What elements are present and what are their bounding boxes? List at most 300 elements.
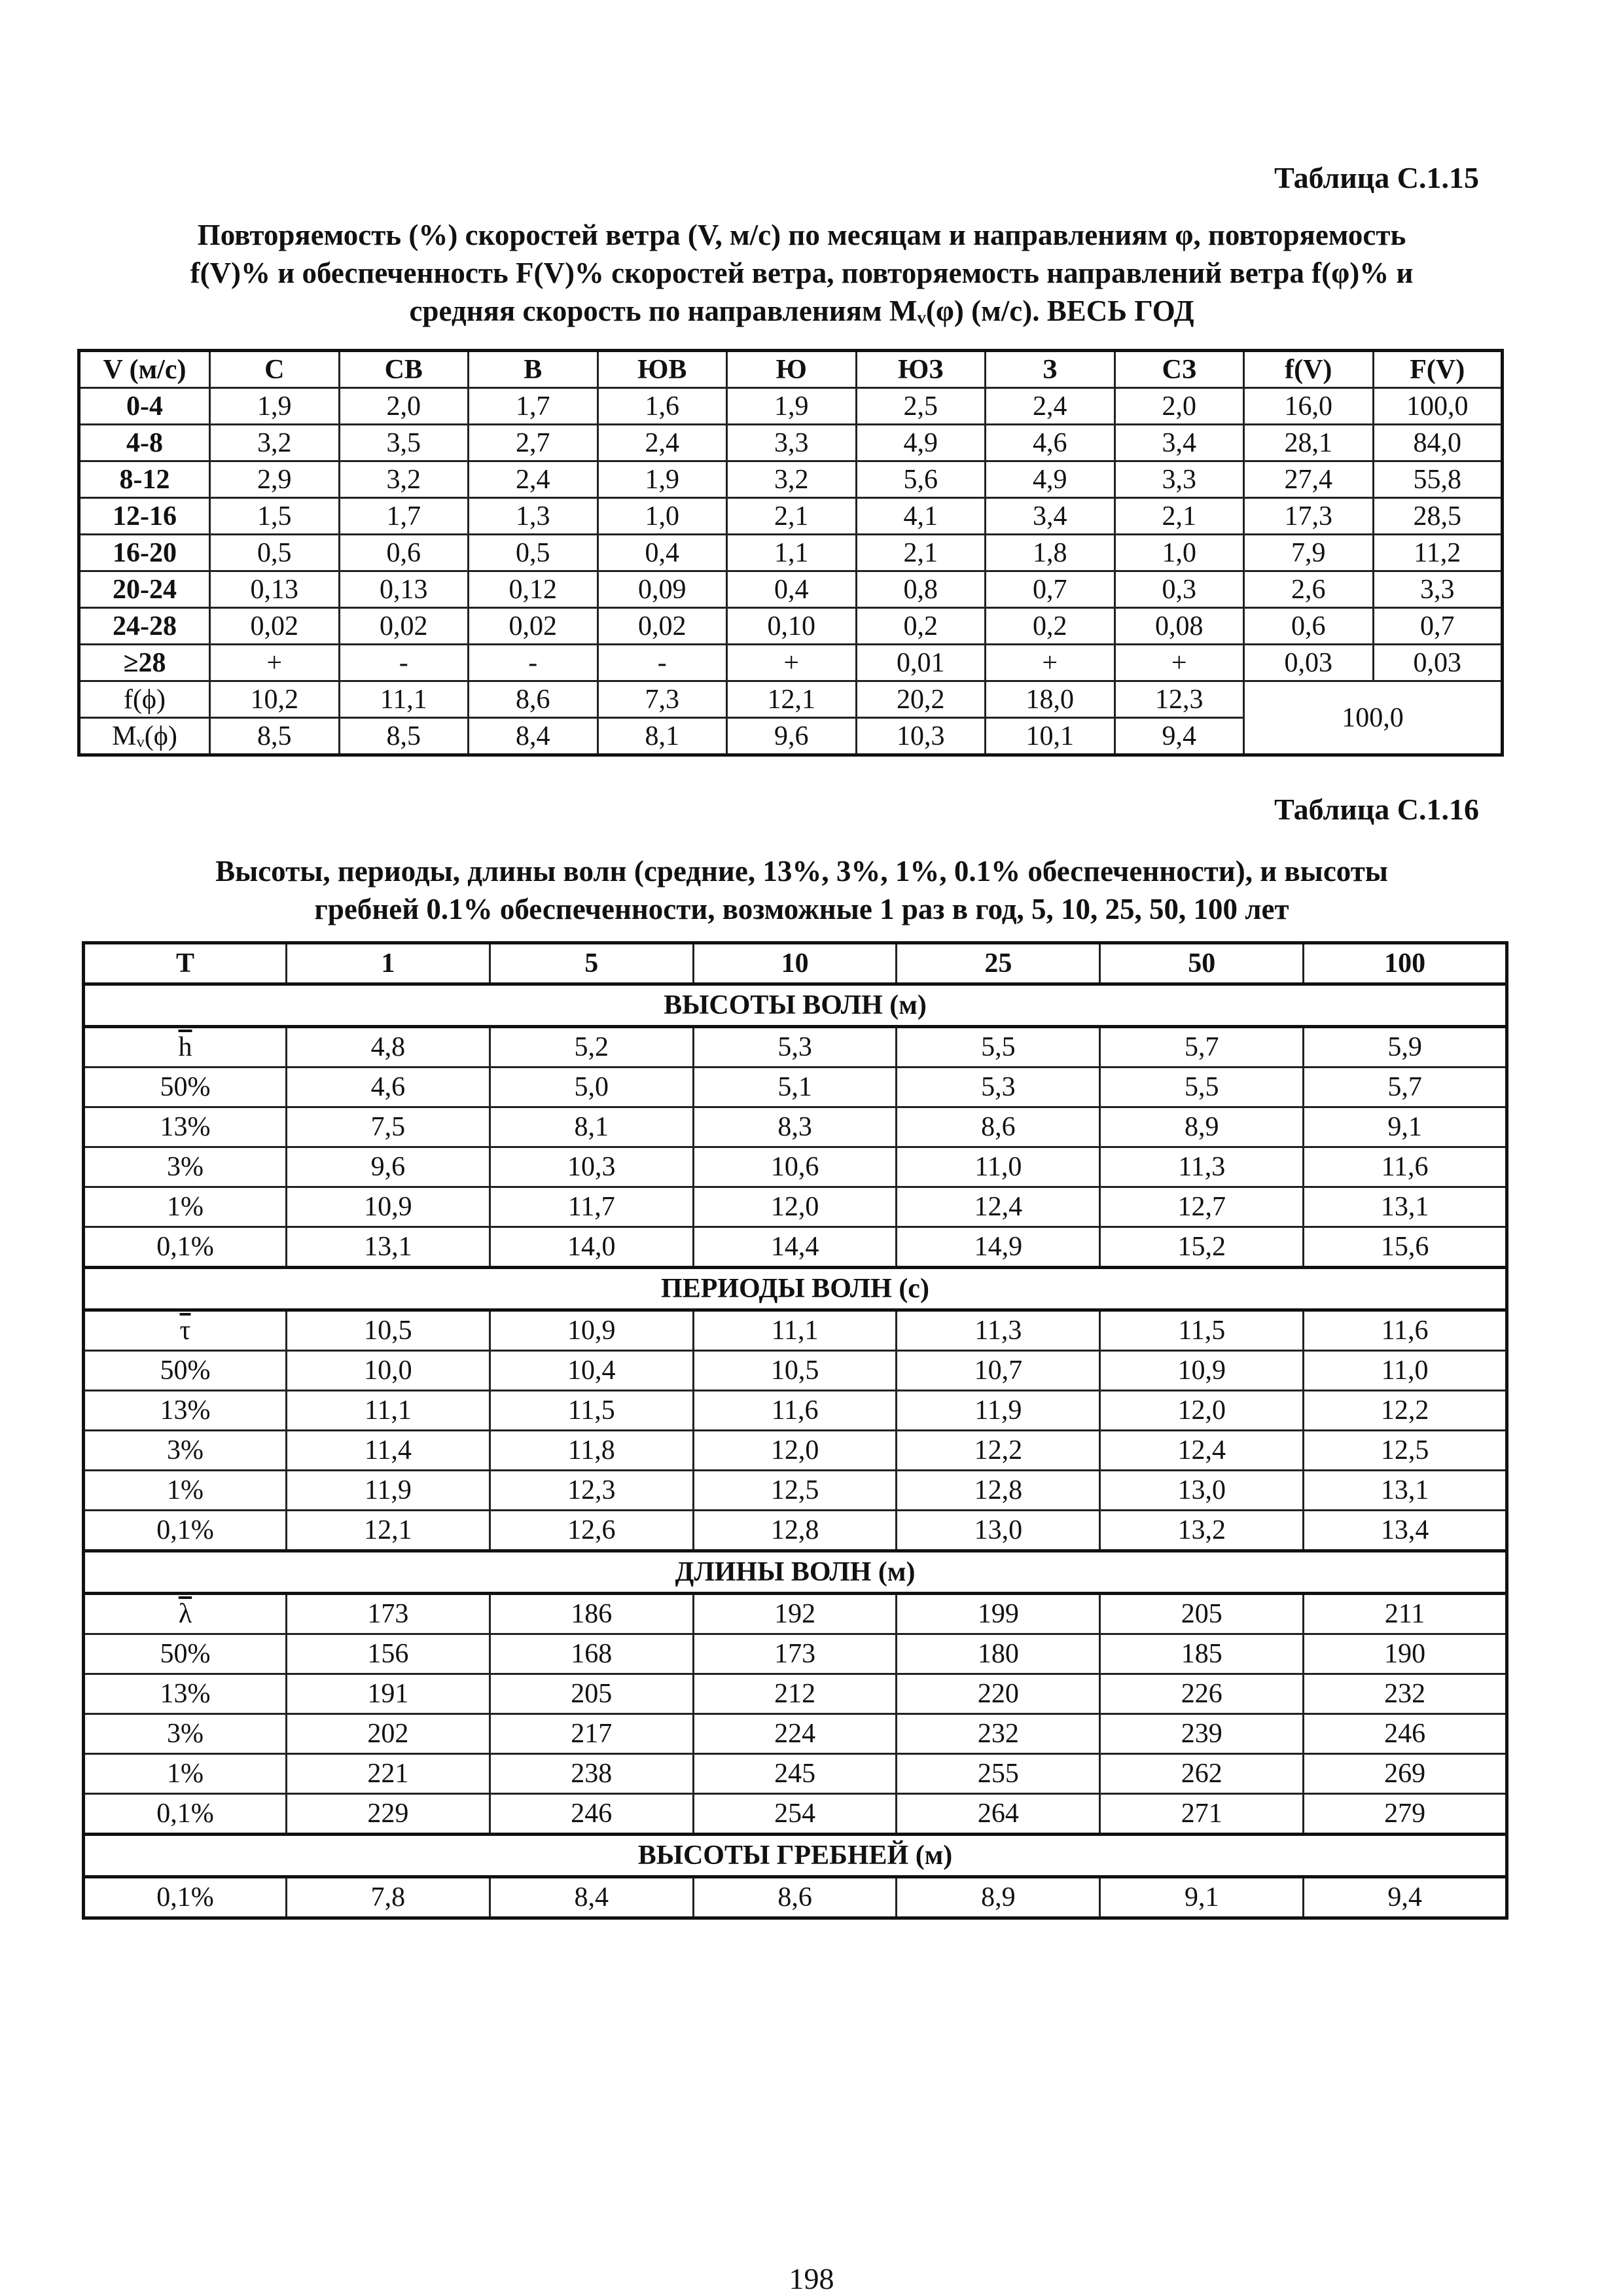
table-cell: 0,01: [856, 645, 986, 681]
table-row: [84, 1471, 1507, 1511]
table-cell: 13,4: [1304, 1511, 1507, 1551]
table-cell: 8,1: [597, 718, 727, 755]
table-cell: 11,9: [287, 1471, 490, 1511]
table-row: [84, 1754, 1507, 1794]
table-cell: 0,8: [856, 571, 986, 608]
table-cell: 10,6: [693, 1147, 897, 1187]
table-cell: 217: [490, 1714, 693, 1754]
table-cell: 11,3: [897, 1310, 1100, 1351]
table-row: [84, 1391, 1507, 1431]
table-cell: 14,0: [490, 1227, 693, 1268]
table-cell: 186: [490, 1594, 693, 1634]
column-header: ЮЗ: [856, 351, 986, 388]
table-cell: 0,02: [339, 608, 469, 645]
table-row: [84, 1634, 1507, 1674]
row-label: $\overline{\tau}$: [84, 1310, 287, 1351]
table-cell: 5,3: [693, 1027, 897, 1067]
table-cell: 0,10: [727, 608, 857, 645]
table-cell: 11,3: [1100, 1147, 1304, 1187]
table-cell: 192: [693, 1594, 897, 1634]
table-cell: 12,6: [490, 1511, 693, 1551]
table-cell: 11,7: [490, 1187, 693, 1227]
table-row: [84, 1187, 1507, 1227]
table-cell: 12,0: [693, 1431, 897, 1471]
row-label: 24-28: [79, 608, 210, 645]
table1-title-line: средняя скорость по направлениям Mᵥ(φ) (м/с). ВЕСЬ ГОД: [409, 295, 1194, 327]
table-cell: 0,7: [1373, 608, 1503, 645]
table-cell: 15,6: [1304, 1227, 1507, 1268]
table-cell: 12,0: [693, 1187, 897, 1227]
row-label: 50%: [84, 1067, 287, 1107]
table-cell: 0,03: [1244, 645, 1374, 681]
table-cell: +: [986, 645, 1115, 681]
table-caption-c116: Таблица С.1.16: [1274, 793, 1479, 826]
section-title: ПЕРИОДЫ ВОЛН (с): [84, 1268, 1507, 1310]
table-cell: 11,0: [1304, 1351, 1507, 1391]
row-label: 13%: [84, 1674, 287, 1714]
table1-title-line: f(V)% и обеспеченность F(V)% скоростей ветра, повторяемость направлений ветра f(φ)% и: [190, 257, 1414, 289]
table-row: [84, 1147, 1507, 1187]
row-label: 0,1%: [84, 1227, 287, 1268]
table-cell: 13,0: [1100, 1471, 1304, 1511]
table-cell: 7,9: [1244, 535, 1374, 571]
section-header-row: [84, 1551, 1507, 1594]
row-label: 1%: [84, 1754, 287, 1794]
table-cell: 10,3: [490, 1147, 693, 1187]
column-header: З: [986, 351, 1115, 388]
table-cell: 0,5: [210, 535, 340, 571]
table-cell: 1,0: [1115, 535, 1244, 571]
table-cell: 173: [287, 1594, 490, 1634]
table-cell: 13,1: [1304, 1187, 1507, 1227]
table-cell: 0,02: [597, 608, 727, 645]
table-cell: 12,8: [897, 1471, 1100, 1511]
table-header-row: [84, 943, 1507, 984]
table-cell: 2,6: [1244, 571, 1374, 608]
table-cell: 279: [1304, 1794, 1507, 1835]
column-header: 50: [1100, 943, 1304, 984]
table-cell: 1,3: [469, 498, 598, 535]
table-cell: 2,1: [856, 535, 986, 571]
table-row: [79, 461, 1503, 498]
table-cell: 2,1: [727, 498, 857, 535]
table-cell: 9,6: [727, 718, 857, 755]
table-cell: 1,9: [210, 388, 340, 425]
table-row: [79, 571, 1503, 608]
table-cell: 13,2: [1100, 1511, 1304, 1551]
table1-title-line: Повторяемость (%) скоростей ветра (V, м/с) по месяцам и направлениям φ, повторяемость: [197, 219, 1406, 251]
table-cell: 28,5: [1373, 498, 1503, 535]
table2-title-line: Высоты, периоды, длины волн (средние, 13%, 3%, 1%, 0.1% обеспеченности), и высоты: [215, 855, 1388, 888]
table-cell: 18,0: [986, 681, 1115, 718]
table-cell: 0,03: [1373, 645, 1503, 681]
table-cell: 1,6: [597, 388, 727, 425]
table-cell: 27,4: [1244, 461, 1374, 498]
table-cell: -: [597, 645, 727, 681]
table-cell: 11,2: [1373, 535, 1503, 571]
table-cell: 16,0: [1244, 388, 1374, 425]
table-cell: +: [727, 645, 857, 681]
table-cell: 8,6: [897, 1107, 1100, 1147]
table-cell: 180: [897, 1634, 1100, 1674]
table-cell: 8,6: [469, 681, 598, 718]
table-cell: 7,8: [287, 1877, 490, 1918]
table-row: [79, 498, 1503, 535]
table-cell: 221: [287, 1754, 490, 1794]
table-cell: 5,2: [490, 1027, 693, 1067]
table-cell: 173: [693, 1634, 897, 1674]
table-cell: 0,12: [469, 571, 598, 608]
table-cell: 168: [490, 1634, 693, 1674]
table-cell: 4,8: [287, 1027, 490, 1067]
table-cell: 0,08: [1115, 608, 1244, 645]
table-cell: 5,5: [897, 1027, 1100, 1067]
row-label: Mᵥ(ϕ): [79, 718, 210, 755]
wind-frequency-table: [77, 349, 1504, 757]
table1-title: [98, 216, 1505, 330]
table-cell: 3,2: [727, 461, 857, 498]
table-cell: 0,6: [339, 535, 469, 571]
table-cell: 4,6: [287, 1067, 490, 1107]
table-cell: 9,6: [287, 1147, 490, 1187]
column-header: 10: [693, 943, 897, 984]
table-cell: 232: [897, 1714, 1100, 1754]
column-header: С: [210, 351, 340, 388]
table-cell: 10,9: [287, 1187, 490, 1227]
table-cell: 8,9: [897, 1877, 1100, 1918]
table-cell: 12,1: [287, 1511, 490, 1551]
column-header: СВ: [339, 351, 469, 388]
table-cell: 12,1: [727, 681, 857, 718]
table-cell: 2,9: [210, 461, 340, 498]
table-cell: 2,0: [339, 388, 469, 425]
table-cell: 14,9: [897, 1227, 1100, 1268]
table-cell: 55,8: [1373, 461, 1503, 498]
table-caption-c115: Таблица С.1.15: [1274, 161, 1479, 194]
table-row: [84, 1310, 1507, 1351]
table-row: [84, 1714, 1507, 1754]
row-label: 1%: [84, 1187, 287, 1227]
table-cell: 232: [1304, 1674, 1507, 1714]
table-row: [79, 645, 1503, 681]
table-cell: 2,4: [986, 388, 1115, 425]
table-cell: 14,4: [693, 1227, 897, 1268]
table-cell: 202: [287, 1714, 490, 1754]
table-cell: 212: [693, 1674, 897, 1714]
table-cell: 100,0: [1373, 388, 1503, 425]
row-label: 16-20: [79, 535, 210, 571]
row-label: 13%: [84, 1107, 287, 1147]
table-cell: 0,3: [1115, 571, 1244, 608]
table-cell: 12,7: [1100, 1187, 1304, 1227]
table-cell: 2,7: [469, 425, 598, 461]
table-cell: 4,9: [856, 425, 986, 461]
table-cell: 11,4: [287, 1431, 490, 1471]
section-title: ДЛИНЫ ВОЛН (м): [84, 1551, 1507, 1594]
row-label: $\overline{\lambda}$: [84, 1594, 287, 1634]
row-label: ≥28: [79, 645, 210, 681]
column-header: ЮВ: [597, 351, 727, 388]
table-cell: 10,3: [856, 718, 986, 755]
row-label: 13%: [84, 1391, 287, 1431]
table-cell: 229: [287, 1794, 490, 1835]
page-number: 198: [789, 2262, 834, 2295]
table-cell: +: [210, 645, 340, 681]
table-cell: 269: [1304, 1754, 1507, 1794]
table-cell: 13,0: [897, 1511, 1100, 1551]
section-title: ВЫСОТЫ ГРЕБНЕЙ (м): [84, 1835, 1507, 1877]
table-cell: 11,6: [1304, 1310, 1507, 1351]
table-cell: 245: [693, 1754, 897, 1794]
table-cell: 246: [1304, 1714, 1507, 1754]
table-cell: 9,4: [1115, 718, 1244, 755]
table-cell: 190: [1304, 1634, 1507, 1674]
table-cell: 1,0: [597, 498, 727, 535]
table-cell: 264: [897, 1794, 1100, 1835]
table-cell: 205: [1100, 1594, 1304, 1634]
table-cell: 13,1: [1304, 1471, 1507, 1511]
table-cell: 13,1: [287, 1227, 490, 1268]
row-label: 3%: [84, 1714, 287, 1754]
table-cell: 12,0: [1100, 1391, 1304, 1431]
table-cell: 9,1: [1100, 1877, 1304, 1918]
table-cell: 2,4: [597, 425, 727, 461]
table-cell: 10,1: [986, 718, 1115, 755]
table-row: [79, 388, 1503, 425]
table-cell: 254: [693, 1794, 897, 1835]
row-label: 50%: [84, 1634, 287, 1674]
table-cell: 5,9: [1304, 1027, 1507, 1067]
table-cell: 5,3: [897, 1067, 1100, 1107]
table-cell: 28,1: [1244, 425, 1374, 461]
table-cell: 8,4: [490, 1877, 693, 1918]
column-header: В: [469, 351, 598, 388]
table-cell: 220: [897, 1674, 1100, 1714]
row-label: 4-8: [79, 425, 210, 461]
table-cell: 17,3: [1244, 498, 1374, 535]
row-label: 0,1%: [84, 1877, 287, 1918]
table-cell: 3,2: [339, 461, 469, 498]
table-cell: 12,5: [1304, 1431, 1507, 1471]
table-cell: 10,5: [287, 1310, 490, 1351]
table-row: [84, 1431, 1507, 1471]
table-cell: 1,9: [597, 461, 727, 498]
table-cell: 8,9: [1100, 1107, 1304, 1147]
table-cell: +: [1115, 645, 1244, 681]
table-cell: 0,7: [986, 571, 1115, 608]
table-cell: 11,0: [897, 1147, 1100, 1187]
table-cell: 20,2: [856, 681, 986, 718]
table-cell: 5,7: [1100, 1027, 1304, 1067]
table-cell: 8,5: [339, 718, 469, 755]
table-row: [84, 1594, 1507, 1634]
table-cell: 3,3: [1373, 571, 1503, 608]
table-cell: 8,6: [693, 1877, 897, 1918]
table-cell: 10,4: [490, 1351, 693, 1391]
table-cell: 9,1: [1304, 1107, 1507, 1147]
table-cell: 1,7: [469, 388, 598, 425]
table-cell: 12,4: [897, 1187, 1100, 1227]
section-header-row: [84, 1268, 1507, 1310]
table-cell: 11,6: [1304, 1147, 1507, 1187]
row-label: 50%: [84, 1351, 287, 1391]
table-cell: 11,1: [339, 681, 469, 718]
table-cell: 0,4: [597, 535, 727, 571]
table-cell: 0,09: [597, 571, 727, 608]
row-label: 0,1%: [84, 1511, 287, 1551]
table-cell: 11,5: [490, 1391, 693, 1431]
table-cell: -: [339, 645, 469, 681]
column-header: 25: [897, 943, 1100, 984]
column-header: 100: [1304, 943, 1507, 984]
table-cell: 10,0: [287, 1351, 490, 1391]
table-row: [79, 535, 1503, 571]
table-cell: 5,7: [1304, 1067, 1507, 1107]
table-cell: 199: [897, 1594, 1100, 1634]
table-cell: 3,4: [986, 498, 1115, 535]
table2-title-line: гребней 0.1% обеспеченности, возможные 1 раз в год, 5, 10, 25, 50, 100 лет: [314, 893, 1289, 925]
table-cell: 10,9: [1100, 1351, 1304, 1391]
row-label: 3%: [84, 1147, 287, 1187]
table-cell: 156: [287, 1634, 490, 1674]
table-cell: 8,4: [469, 718, 598, 755]
table-cell: 185: [1100, 1634, 1304, 1674]
table-cell: 0,5: [469, 535, 598, 571]
table-cell: 2,0: [1115, 388, 1244, 425]
table-cell: 3,3: [727, 425, 857, 461]
total-cell: 100,0: [1244, 681, 1503, 755]
table-cell: 211: [1304, 1594, 1507, 1634]
table-cell: 1,9: [727, 388, 857, 425]
table-cell: 8,5: [210, 718, 340, 755]
table-cell: 11,1: [693, 1310, 897, 1351]
row-label: f(ϕ): [79, 681, 210, 718]
table-row: [84, 1027, 1507, 1067]
table-cell: -: [469, 645, 598, 681]
table-cell: 12,2: [897, 1431, 1100, 1471]
table-cell: 226: [1100, 1674, 1304, 1714]
row-label: $\overline{h}$: [84, 1027, 287, 1067]
table-cell: 2,5: [856, 388, 986, 425]
table-cell: 0,02: [210, 608, 340, 645]
table-cell: 5,5: [1100, 1067, 1304, 1107]
row-label: 3%: [84, 1431, 287, 1471]
table-cell: 8,3: [693, 1107, 897, 1147]
table-cell: 239: [1100, 1714, 1304, 1754]
table-cell: 8,1: [490, 1107, 693, 1147]
table-row: [84, 1794, 1507, 1835]
table-cell: 12,3: [490, 1471, 693, 1511]
table-cell: 2,1: [1115, 498, 1244, 535]
table-header-row: [79, 351, 1503, 388]
table-cell: 3,5: [339, 425, 469, 461]
table-cell: 4,6: [986, 425, 1115, 461]
row-label: 1%: [84, 1471, 287, 1511]
section-header-row: [84, 1835, 1507, 1877]
table-cell: 1,7: [339, 498, 469, 535]
table-cell: 10,9: [490, 1310, 693, 1351]
table-cell: 3,2: [210, 425, 340, 461]
table-cell: 10,5: [693, 1351, 897, 1391]
table-cell: 2,4: [469, 461, 598, 498]
table-cell: 12,5: [693, 1471, 897, 1511]
table-row: [84, 1674, 1507, 1714]
table-cell: 11,5: [1100, 1310, 1304, 1351]
table-cell: 12,3: [1115, 681, 1244, 718]
table-cell: 255: [897, 1754, 1100, 1794]
row-label: 12-16: [79, 498, 210, 535]
table-cell: 0,2: [986, 608, 1115, 645]
table-cell: 15,2: [1100, 1227, 1304, 1268]
table-row: [84, 1351, 1507, 1391]
column-header: F(V): [1373, 351, 1503, 388]
table-row: [84, 1107, 1507, 1147]
table-cell: 3,4: [1115, 425, 1244, 461]
table-cell: 262: [1100, 1754, 1304, 1794]
table-cell: 0,2: [856, 608, 986, 645]
table-cell: 12,4: [1100, 1431, 1304, 1471]
table-cell: 11,9: [897, 1391, 1100, 1431]
table-cell: 11,1: [287, 1391, 490, 1431]
table-cell: 7,5: [287, 1107, 490, 1147]
row-label: 20-24: [79, 571, 210, 608]
table-cell: 238: [490, 1754, 693, 1794]
table-cell: 0,02: [469, 608, 598, 645]
table-cell: 246: [490, 1794, 693, 1835]
table-cell: 1,1: [727, 535, 857, 571]
table-cell: 9,4: [1304, 1877, 1507, 1918]
table-cell: 5,6: [856, 461, 986, 498]
table-cell: 224: [693, 1714, 897, 1754]
table-cell: 0,13: [339, 571, 469, 608]
table-cell: 0,13: [210, 571, 340, 608]
table-cell: 4,1: [856, 498, 986, 535]
row-label: 8-12: [79, 461, 210, 498]
table-row: [79, 425, 1503, 461]
table-row: [79, 608, 1503, 645]
table-cell: 1,5: [210, 498, 340, 535]
table-cell: 191: [287, 1674, 490, 1714]
column-header: 1: [287, 943, 490, 984]
column-header: f(V): [1244, 351, 1374, 388]
column-header: V (м/с): [79, 351, 210, 388]
table-cell: 3,3: [1115, 461, 1244, 498]
table-cell: 12,8: [693, 1511, 897, 1551]
table-cell: 84,0: [1373, 425, 1503, 461]
direction-frequency-row: [79, 681, 1503, 718]
table-cell: 11,8: [490, 1431, 693, 1471]
column-header: Ю: [727, 351, 857, 388]
table-cell: 10,7: [897, 1351, 1100, 1391]
table-row: [84, 1067, 1507, 1107]
table-cell: 11,6: [693, 1391, 897, 1431]
table-cell: 4,9: [986, 461, 1115, 498]
column-header: СЗ: [1115, 351, 1244, 388]
table-row: [84, 1511, 1507, 1551]
wave-parameters-table: [82, 941, 1508, 1920]
table-cell: 0,4: [727, 571, 857, 608]
section-title: ВЫСОТЫ ВОЛН (м): [84, 984, 1507, 1027]
table-cell: 0,6: [1244, 608, 1374, 645]
table-row: [84, 1227, 1507, 1268]
table-cell: 5,1: [693, 1067, 897, 1107]
table-row: [84, 1877, 1507, 1918]
row-label: 0-4: [79, 388, 210, 425]
table-cell: 1,8: [986, 535, 1115, 571]
table-cell: 205: [490, 1674, 693, 1714]
table-cell: 5,0: [490, 1067, 693, 1107]
section-header-row: [84, 984, 1507, 1027]
